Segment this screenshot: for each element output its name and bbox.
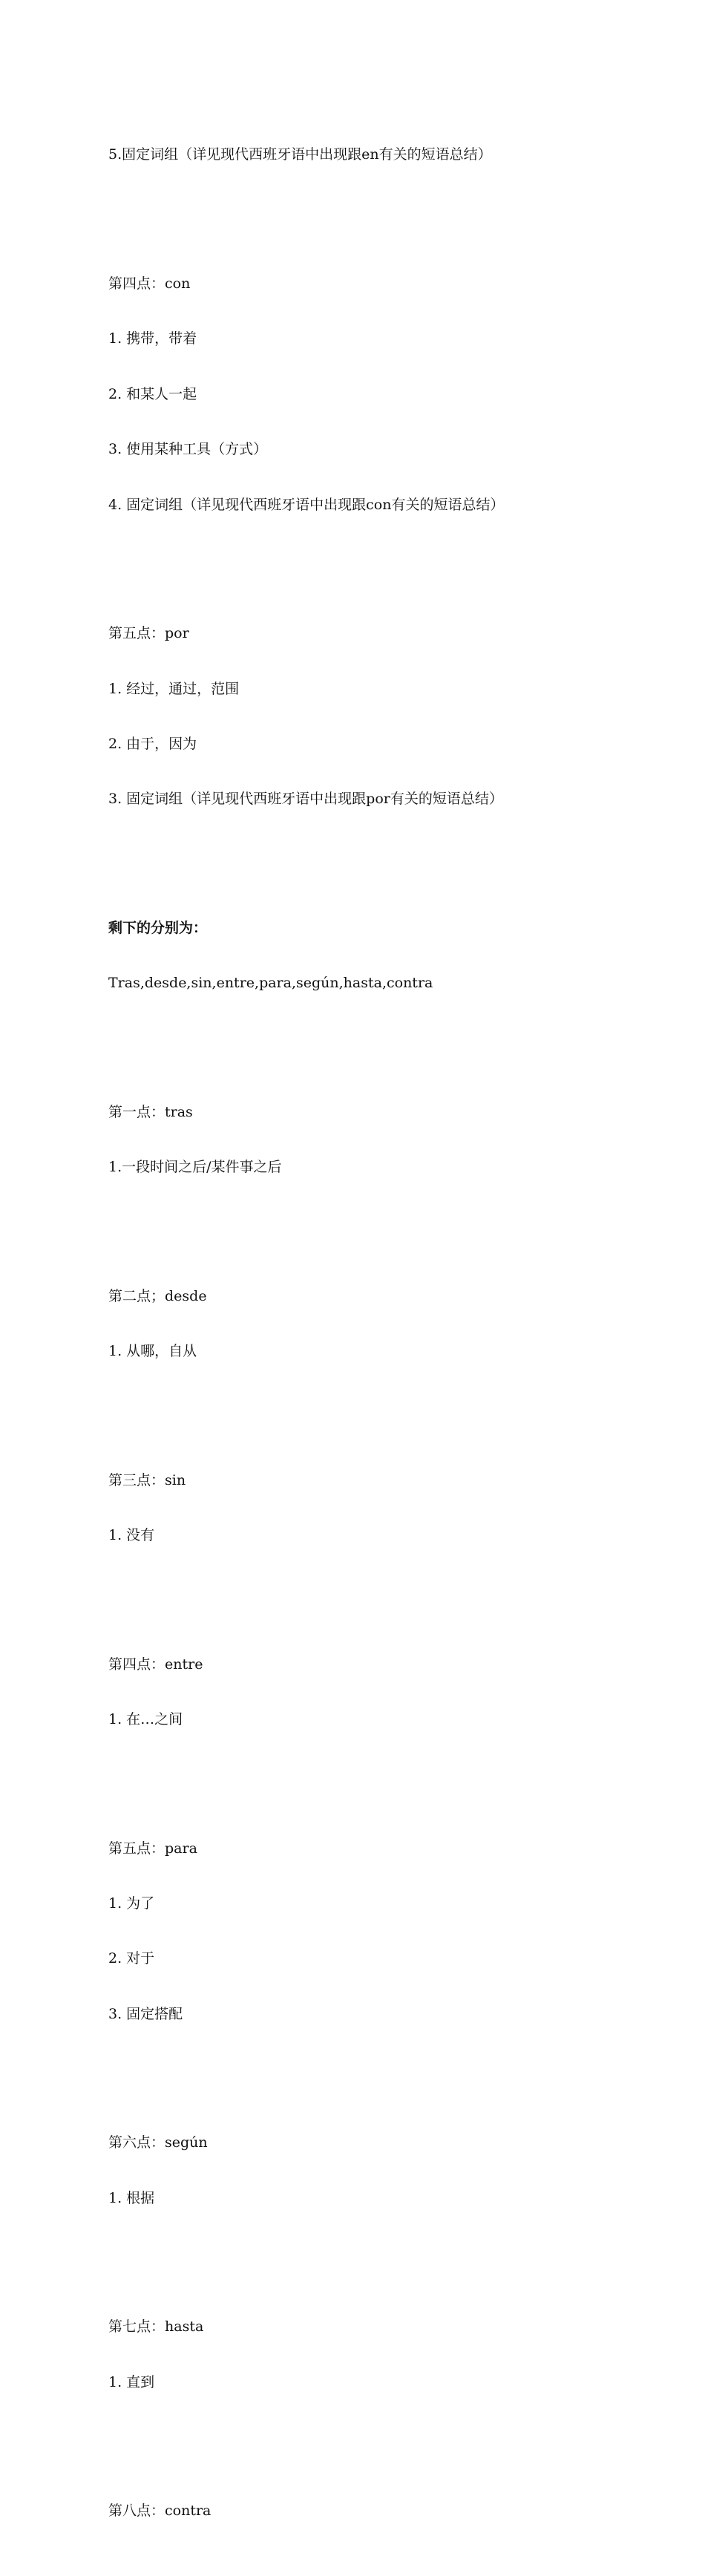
list-item: 1. 根据	[108, 2189, 155, 2206]
list-item: 1. 直到	[108, 2373, 155, 2390]
paragraph-gap	[108, 201, 628, 220]
list-item: 3. 固定搭配	[108, 2005, 183, 2022]
list-item: 1. 为了	[108, 1895, 155, 1912]
list-item: 5.固定词组（详见现代西班牙语中出现跟en有关的短语总结）	[108, 146, 492, 163]
paragraph-gap	[108, 1582, 628, 1601]
section-heading-hasta: 第七点：hasta	[108, 2318, 204, 2335]
list-item: 2. 对于	[108, 1950, 155, 1967]
section-heading-entre: 第四点：entre	[108, 1655, 203, 1673]
section-heading-por: 第五点：por	[108, 625, 189, 642]
list-item: 1. 从哪，自从	[108, 1343, 197, 1360]
paragraph-gap	[108, 1766, 628, 1785]
section-heading-tras: 第一点：tras	[108, 1103, 193, 1120]
list-item: 1. 在…之间	[108, 1711, 183, 1728]
paragraph-gap	[108, 2428, 628, 2447]
remaining-list: Tras,desde,sin,entre,para,según,hasta,contra	[108, 975, 433, 992]
list-item: 1. 经过，通过，范围	[108, 680, 240, 697]
paragraph-gap	[108, 1398, 628, 1416]
document-body	[108, 91, 628, 2576]
section-heading-para: 第五点：para	[108, 1840, 197, 1857]
list-item: 2. 和某人一起	[108, 385, 197, 402]
list-item: 3. 使用某种工具（方式）	[108, 441, 268, 458]
paragraph-gap	[108, 2060, 628, 2079]
section-heading-segun: 第六点：según	[108, 2134, 208, 2151]
list-item: 4. 固定词组（详见现代西班牙语中出现跟con有关的短语总结）	[108, 496, 505, 513]
list-item: 3. 固定词组（详见现代西班牙语中出现跟por有关的短语总结）	[108, 791, 503, 808]
section-heading-desde: 第二点；desde	[108, 1287, 207, 1304]
section-heading-con: 第四点：con	[108, 275, 191, 292]
paragraph-gap	[108, 1214, 628, 1232]
section-heading-contra: 第八点：contra	[108, 2503, 212, 2520]
list-item: 1. 携带，带着	[108, 330, 197, 347]
list-item: 1.一段时间之后/某件事之后	[108, 1159, 282, 1176]
remaining-heading: 剩下的分别为：	[108, 919, 208, 936]
section-heading-sin: 第三点：sin	[108, 1471, 186, 1488]
paragraph-gap	[108, 846, 628, 864]
paragraph-gap	[108, 1030, 628, 1048]
paragraph-gap	[108, 551, 628, 569]
list-item: 1. 没有	[108, 1527, 155, 1544]
list-item: 2. 由于，因为	[108, 735, 197, 752]
paragraph-gap	[108, 2244, 628, 2263]
